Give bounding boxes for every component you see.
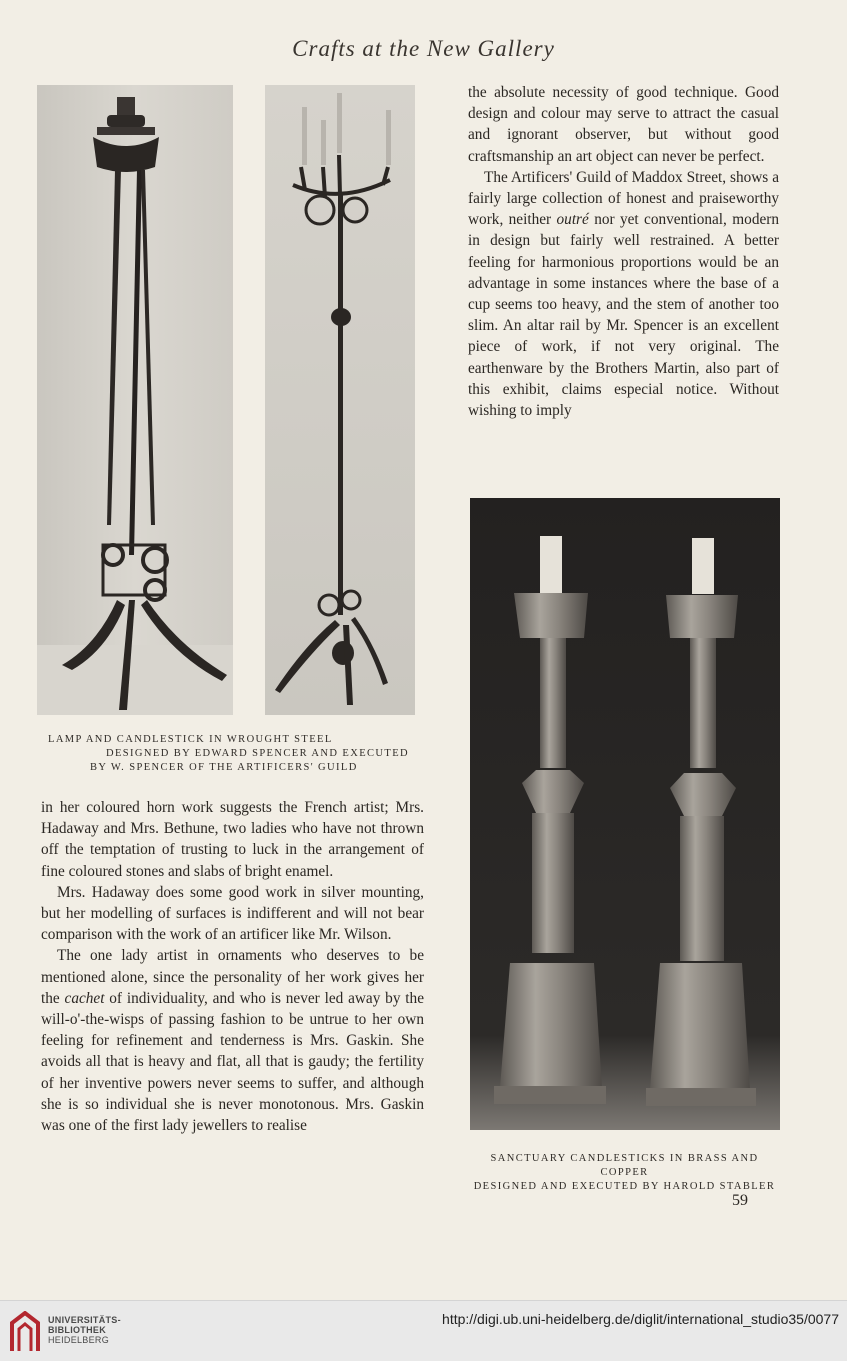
library-name: UNIVERSITÄTS- BIBLIOTHEK HEIDELBERG xyxy=(48,1315,121,1345)
viewer-footer xyxy=(0,1300,847,1361)
source-url-link[interactable]: http://digi.ub.uni-heidelberg.de/diglit/international_studio35/0077 xyxy=(442,1311,839,1327)
italic-term: cachet xyxy=(64,989,105,1007)
paragraph: in her coloured horn work suggests the French artist; Mrs. Hadaway and Mrs. Bethune, two ladies who have not thrown off the temptation of trusting to luck in the arrangement of fine coloured stones and slabs of bright enamel. xyxy=(41,799,424,880)
right-photo-caption: SANCTUARY CANDLESTICKS IN BRASS AND COPPER DESIGNED AND EXECUTED BY HAROLD STABLER xyxy=(473,1153,776,1192)
left-column-text xyxy=(41,797,424,1136)
page-number: 59 xyxy=(732,1192,748,1209)
paragraph: The Artificers' Guild of Maddox Street, shows a fairly large collection of honest and praiseworthy work, neither outré nor yet conventional, modern in design but fairly well restrained. A better feeling for harmonious proportions would be an advantage in some instances where the base of a cup seems too heavy, and the stem of another too slim. An altar rail by Mr. Spencer is an excellent piece of work, if not very original. The earthenware by the Brothers Martin, also part of this exhibit, claims especial notice. Without wishing to imply xyxy=(468,168,779,420)
paragraph: Mrs. Hadaway does some good work in silver mounting, but her modelling of surfaces is indifferent and will not bear comparison with the work of an artificer like Mr. Wilson. xyxy=(41,883,424,944)
left-photo-caption: LAMP AND CANDLESTICK IN WROUGHT STEEL DESIGNED BY EDWARD SPENCER AND EXECUTED BY W. SPENCER OF THE ARTIFICERS' GUILD xyxy=(48,734,410,773)
library-logo-icon xyxy=(8,1311,42,1358)
italic-term: outré xyxy=(556,211,589,229)
lamp-photo xyxy=(37,85,233,715)
paragraph: The one lady artist in ornaments who deserves to be mentioned alone, since the personality of her work gives her the cachet of individuality, and who is never led away by the will-o'-the-wisps of passing fashion to be untrue to her own feeling for refinement and tenderness is Mrs. Gaskin. She avoids all that is heavy and flat, all that is gaudy; the fertility of her inventive powers never seems to suffer, and although she is so individual she is never monotonous. Mrs. Gaskin was one of the first lady jewellers to realise xyxy=(41,947,424,1135)
candlestick-photo xyxy=(265,85,415,715)
sanctuary-candlesticks-photo xyxy=(470,498,780,1130)
running-head: Crafts at the New Gallery xyxy=(292,36,555,61)
paragraph: the absolute necessity of good technique. Good design and colour may serve to attract the casual and ignorant observer, but without good craftsmanship an art object can never be perfect. xyxy=(468,84,779,165)
right-column-text xyxy=(468,82,779,421)
